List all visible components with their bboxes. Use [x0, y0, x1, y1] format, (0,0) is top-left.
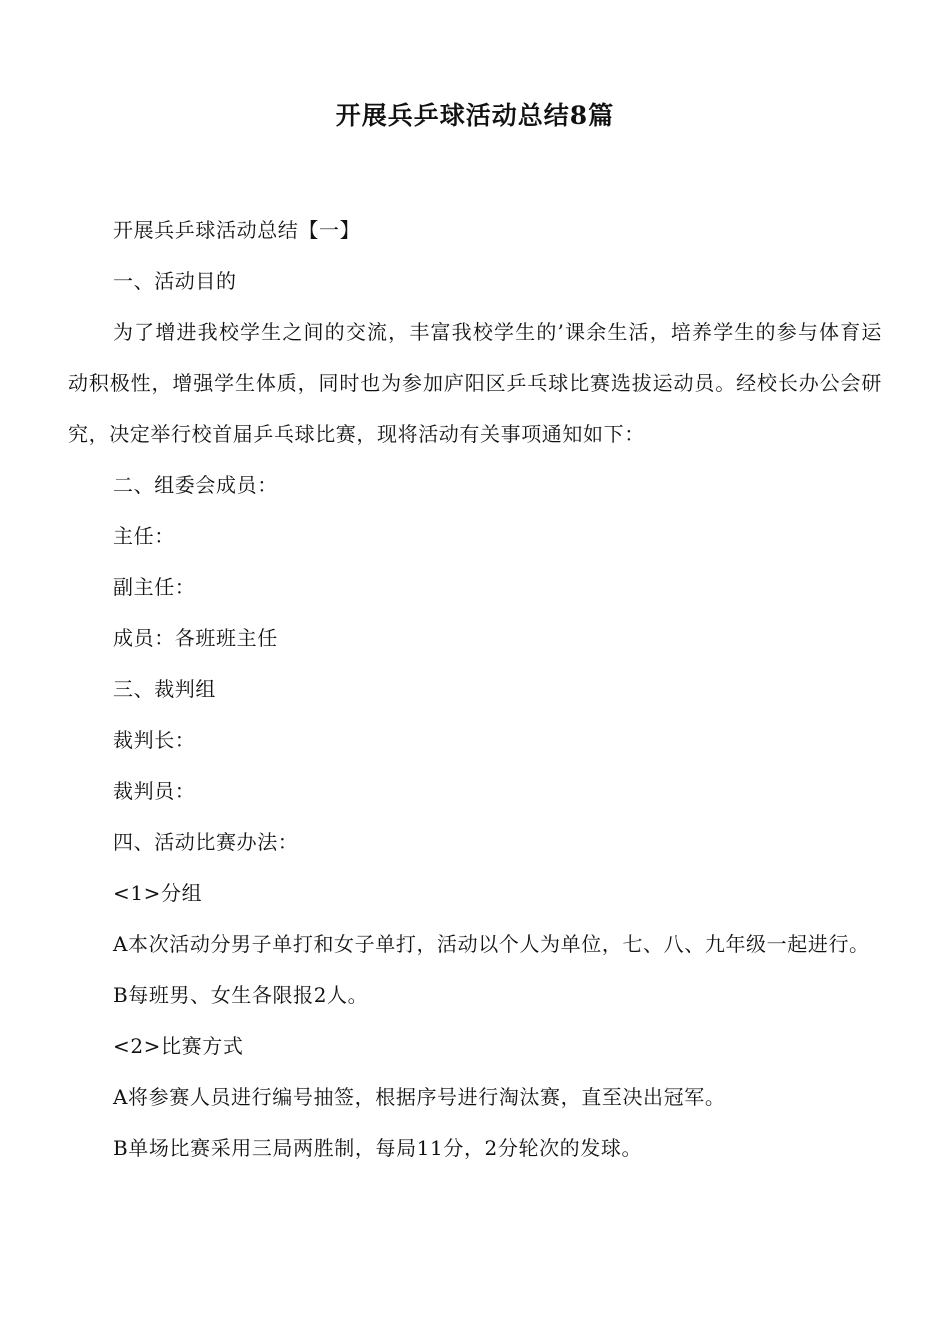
section-heading: 开展兵乒球活动总结【一】 [113, 218, 361, 242]
section-heading: 一、活动目的 [113, 269, 237, 293]
subsection-heading: <2>比赛方式 [113, 1034, 244, 1058]
section-heading: 四、活动比赛办法： [113, 830, 299, 854]
list-item: 副主任： [113, 575, 196, 599]
body-paragraph: B单场比赛采用三局两胜制，每局11分，2分轮次的发球。 [113, 1136, 643, 1160]
body-paragraph: A将参赛人员进行编号抽签，根据序号进行淘汰赛，直至决出冠军。 [113, 1085, 726, 1109]
list-item: 裁判长： [113, 728, 196, 752]
document-title: 开展兵乒球活动总结8篇 [335, 101, 615, 130]
list-item: 成员：各班班主任 [113, 626, 278, 650]
body-paragraph: B每班男、女生各限报2人。 [113, 983, 369, 1007]
document-body [68, 205, 882, 1174]
section-heading: 二、组委会成员： [113, 473, 278, 497]
list-item: 裁判员： [113, 779, 196, 803]
body-paragraph: 为了增进我校学生之间的交流，丰富我校学生的’课余生活，培养学生的参与体育运动积极性，增强学生体质，同时也为参加庐阳区乒乓球比赛选拔运动员。经校长办公会研究，决定举行校首届乒乓球比赛，现将活动有关事项通知如下： [68, 320, 882, 446]
section-heading: 三、裁判组 [113, 677, 216, 701]
body-paragraph: A本次活动分男子单打和女子单打，活动以个人为单位，七、八、九年级一起进行。 [113, 932, 870, 956]
list-item: 主任： [113, 524, 175, 548]
subsection-heading: <1>分组 [113, 881, 203, 905]
